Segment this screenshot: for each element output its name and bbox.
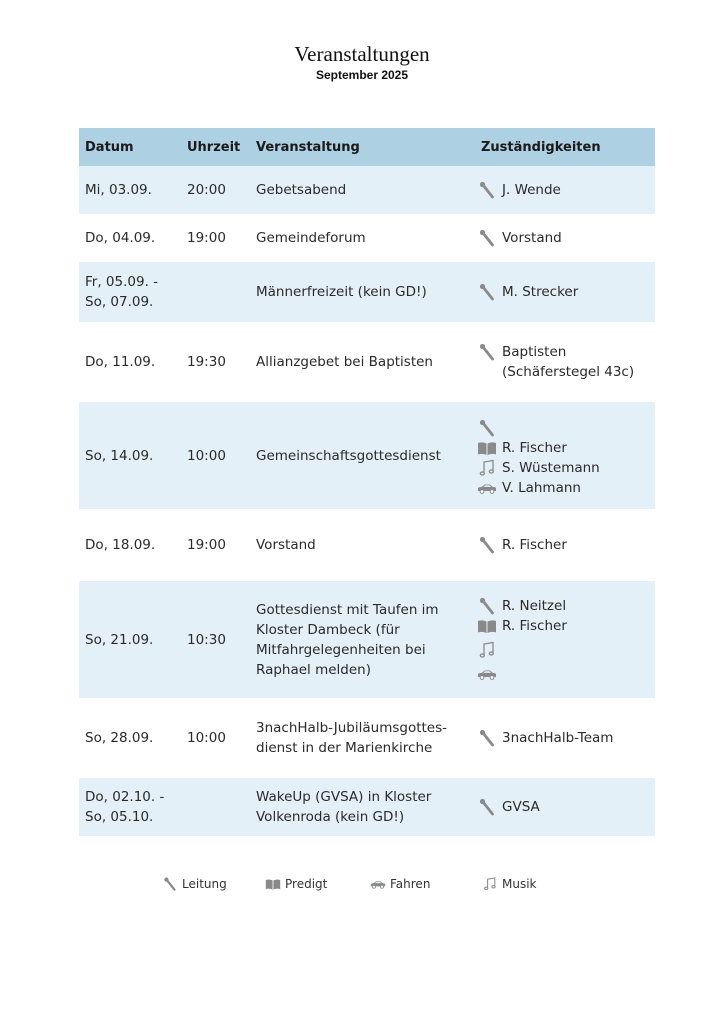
responsibility-item xyxy=(477,342,655,382)
responsibility-item xyxy=(477,438,655,458)
cell-uhrzeit xyxy=(181,778,250,836)
header-uhrzeit: Uhrzeit xyxy=(181,128,250,166)
legend-label: Musik xyxy=(502,877,537,891)
cell-datum xyxy=(79,214,181,262)
time-text: 20:00 xyxy=(187,182,226,198)
cell-zustaendigkeiten xyxy=(475,214,655,262)
date-line: So, 14.09. xyxy=(85,447,154,464)
cell-veranstaltung xyxy=(250,322,475,402)
responsibility-item xyxy=(477,596,655,616)
cell-zustaendigkeiten xyxy=(475,778,655,836)
event-line: Kloster Dambeck (für xyxy=(256,621,400,638)
leitung-icon xyxy=(477,728,497,748)
cell-veranstaltung xyxy=(250,509,475,581)
musik-icon xyxy=(477,458,497,478)
legend-item xyxy=(370,876,430,892)
event-line: Gebetsabend xyxy=(256,182,347,198)
time-text: 10:00 xyxy=(187,730,226,746)
responsibility-text: M. Strecker xyxy=(502,284,579,300)
cell-uhrzeit xyxy=(181,698,250,778)
legend-label: Predigt xyxy=(285,877,328,891)
predigt-icon xyxy=(477,616,497,636)
responsibility-text: (Schäferstegel 43c) xyxy=(502,364,635,380)
table-row xyxy=(79,322,655,402)
cell-veranstaltung xyxy=(250,214,475,262)
cell-datum xyxy=(79,778,181,836)
header-datum: Datum xyxy=(79,128,181,166)
date-line: So, 07.09. xyxy=(85,294,154,310)
predigt-icon xyxy=(477,438,497,458)
events-table xyxy=(79,128,655,836)
responsibility-item xyxy=(477,535,655,555)
table-row xyxy=(79,581,655,698)
cell-datum xyxy=(79,402,181,509)
event-line: Männerfreizeit (kein GD!) xyxy=(256,284,427,300)
cell-datum xyxy=(79,698,181,778)
predigt-icon xyxy=(265,876,281,892)
responsibility-item xyxy=(477,640,655,660)
cell-zustaendigkeiten xyxy=(475,698,655,778)
cell-uhrzeit xyxy=(181,322,250,402)
cell-zustaendigkeiten xyxy=(475,322,655,402)
cell-uhrzeit xyxy=(181,214,250,262)
responsibility-text: Vorstand xyxy=(502,230,562,246)
responsibility-text: V. Lahmann xyxy=(502,479,581,496)
responsibility-item xyxy=(477,478,655,498)
cell-uhrzeit xyxy=(181,509,250,581)
event-line: WakeUp (GVSA) in Kloster xyxy=(256,789,432,805)
event-line: 3nachHalb-Jubiläumsgottes- xyxy=(256,720,448,736)
legend-label: Leitung xyxy=(182,877,227,891)
musik-icon xyxy=(482,876,498,892)
cell-zustaendigkeiten xyxy=(475,509,655,581)
date-line: Do, 04.09. xyxy=(85,230,156,246)
date-line: Do, 18.09. xyxy=(85,537,156,553)
event-line: Gottesdienst mit Taufen im xyxy=(256,601,439,618)
responsibility-text: R. Neitzel xyxy=(502,597,567,614)
leitung-icon xyxy=(477,282,497,302)
responsibility-item xyxy=(477,282,655,302)
cell-datum xyxy=(79,262,181,322)
musik-icon xyxy=(477,640,497,660)
cell-datum xyxy=(79,322,181,402)
table-row xyxy=(79,778,655,836)
event-line: Gemeindeforum xyxy=(256,230,366,246)
date-line: So, 28.09. xyxy=(85,730,154,746)
responsibility-text: Baptisten xyxy=(502,344,567,360)
table-header-row xyxy=(79,128,655,166)
cell-zustaendigkeiten xyxy=(475,402,655,509)
responsibility-text: R. Fischer xyxy=(502,439,567,456)
event-line: Volkenroda (kein GD!) xyxy=(256,809,405,825)
cell-uhrzeit xyxy=(181,581,250,698)
cell-uhrzeit xyxy=(181,402,250,509)
leitung-icon xyxy=(477,596,497,616)
fahren-icon xyxy=(477,664,497,684)
fahren-icon xyxy=(477,478,497,498)
table-row xyxy=(79,262,655,322)
event-line: dienst in der Marienkirche xyxy=(256,740,433,756)
legend-item xyxy=(265,876,327,892)
date-line: So, 05.10. xyxy=(85,809,154,825)
responsibility-item xyxy=(477,180,655,200)
time-text: 19:00 xyxy=(187,230,226,246)
responsibility-item xyxy=(477,664,655,684)
header-veranstaltung: Veranstaltung xyxy=(250,128,475,166)
event-line: Vorstand xyxy=(256,537,316,553)
time-text: 10:00 xyxy=(187,447,226,464)
date-line: Fr, 05.09. - xyxy=(85,274,159,290)
leitung-icon xyxy=(477,228,497,248)
table-row xyxy=(79,166,655,214)
time-text: 19:30 xyxy=(187,354,226,370)
date-line: Do, 02.10. - xyxy=(85,789,165,805)
cell-uhrzeit xyxy=(181,166,250,214)
leitung-icon xyxy=(477,418,497,438)
event-line: Raphael melden) xyxy=(256,661,372,678)
responsibility-item xyxy=(477,728,655,748)
time-text: 19:00 xyxy=(187,537,226,553)
leitung-icon xyxy=(477,342,497,362)
responsibility-text: R. Fischer xyxy=(502,537,567,553)
table-row xyxy=(79,214,655,262)
responsibility-text: 3nachHalb-Team xyxy=(502,730,614,746)
page-subtitle: September 2025 xyxy=(315,68,409,82)
responsibility-text: R. Fischer xyxy=(502,617,567,634)
responsibility-text: J. Wende xyxy=(502,182,561,198)
legend-label: Fahren xyxy=(390,877,431,891)
leitung-icon xyxy=(477,797,497,817)
leitung-icon xyxy=(477,180,497,200)
time-text: 10:30 xyxy=(187,631,226,648)
cell-veranstaltung xyxy=(250,262,475,322)
event-line: Gemeinschaftsgottesdienst xyxy=(256,447,441,464)
cell-zustaendigkeiten xyxy=(475,166,655,214)
cell-veranstaltung xyxy=(250,778,475,836)
table-row xyxy=(79,698,655,778)
responsibility-text: S. Wüstemann xyxy=(502,459,600,476)
cell-veranstaltung xyxy=(250,581,475,698)
responsibility-item xyxy=(477,616,655,636)
cell-veranstaltung xyxy=(250,698,475,778)
responsibility-item xyxy=(477,797,655,817)
cell-zustaendigkeiten xyxy=(475,262,655,322)
table-row xyxy=(79,509,655,581)
legend-item xyxy=(482,876,537,892)
cell-uhrzeit xyxy=(181,262,250,322)
cell-veranstaltung xyxy=(250,166,475,214)
date-line: Mi, 03.09. xyxy=(85,182,152,198)
cell-datum xyxy=(79,581,181,698)
cell-datum xyxy=(79,509,181,581)
table-row xyxy=(79,402,655,509)
leitung-icon xyxy=(162,876,178,892)
date-line: So, 21.09. xyxy=(85,631,154,648)
cell-veranstaltung xyxy=(250,402,475,509)
cell-datum xyxy=(79,166,181,214)
responsibility-text: GVSA xyxy=(502,799,540,815)
event-line: Allianzgebet bei Baptisten xyxy=(256,354,433,370)
event-line: Mitfahrgelegenheiten bei xyxy=(256,641,426,658)
responsibility-item xyxy=(477,228,655,248)
cell-zustaendigkeiten xyxy=(475,581,655,698)
responsibility-item xyxy=(477,458,655,478)
header-zustaendigkeiten: Zuständigkeiten xyxy=(475,128,655,166)
page-title: Veranstaltungen xyxy=(294,42,430,66)
date-line: Do, 11.09. xyxy=(85,354,156,370)
fahren-icon xyxy=(370,876,386,892)
leitung-icon xyxy=(477,535,497,555)
responsibility-item xyxy=(477,418,655,438)
legend-item xyxy=(162,876,227,892)
